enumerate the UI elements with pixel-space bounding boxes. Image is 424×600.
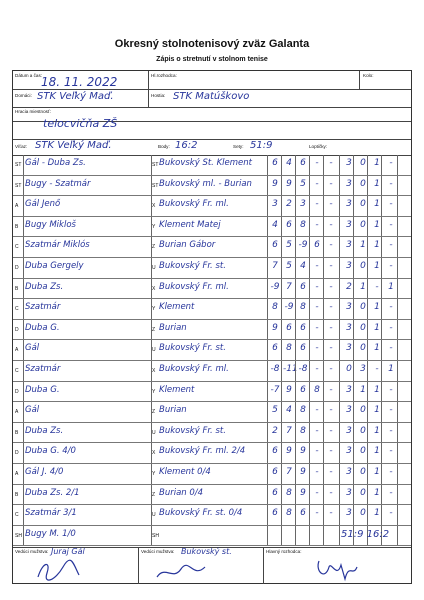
result-cell: 3 [346,158,352,168]
set-score: - [315,363,319,374]
winner-value: STK Veľký Maď. [35,140,112,151]
guest-player-name: Bukovský Fr. ml. 2/4 [159,446,246,457]
match-row [13,485,411,506]
guest-player-slot: X [152,203,156,210]
set-score: - [329,302,333,313]
result-cell: 0 [360,343,366,354]
result-cell: - [389,240,393,251]
set-score: - [329,199,333,210]
result-cell: - [389,446,393,457]
set-score: - [329,363,333,374]
home-player-slot: ST [15,182,22,189]
set-score: 6 [272,508,278,519]
match-row [13,340,411,361]
result-cell: 3 [346,508,352,519]
guest-player-name: Klement Matej [159,219,221,230]
result-cell: 0 [360,405,366,416]
result-cell: 3 [346,302,352,313]
set-score: 9 [286,446,292,457]
result-cell: 1 [374,178,380,189]
match-row [13,402,411,423]
sets-label: Sety: [233,144,244,149]
points-label: Body: [158,144,170,149]
document-title: Okresný stolnotenisový zväz Galanta [114,38,310,50]
result-cell: 0 [360,260,366,271]
result-cell: 3 [346,384,352,395]
set-score: 6 [286,219,292,230]
set-score: 9 [286,384,292,395]
set-score: 7 [286,466,292,477]
home-player-name: Duba Zs. 2/1 [25,487,80,498]
set-score: 6 [314,240,320,251]
match-record-form [12,70,412,584]
result-cell: 0 [360,322,366,333]
set-score: - [315,219,319,230]
guest-player-name: Klement 0/4 [159,466,211,477]
set-score: 9 [300,487,306,498]
result-cell: - [389,425,393,436]
guest-player-slot: Z [152,491,156,498]
result-cell: 0 [346,363,352,374]
home-player-slot: D [15,450,19,457]
match-row [13,382,411,403]
match-row [13,176,411,197]
home-team-value: STK Veľký Maď. [37,91,114,102]
set-score: - [315,302,319,313]
set-score: 9 [272,322,278,333]
guest-captain-value: Bukovský st. [181,547,232,556]
guest-player-name: Burian 0/4 [159,487,204,498]
set-score: - [315,487,319,498]
set-score: 6 [300,384,306,395]
set-score: 6 [272,343,278,354]
result-cell: - [389,219,393,230]
set-score: 8 [314,384,320,395]
result-cell: 0 [360,219,366,230]
home-player-slot: B [15,285,19,292]
home-signature [33,559,93,583]
match-row [13,196,411,217]
result-cell: 3 [346,343,352,354]
set-score: - [329,260,333,271]
result-cell: 1 [374,199,380,210]
guest-player-name: Bukovský St. Klement [159,158,252,168]
home-player-name: Bugy - Szatmár [25,178,91,189]
guest-player-slot: Y [152,470,156,477]
guest-player-slot: Y [152,388,156,395]
guest-player-name: Bukovský Fr. ml. [159,281,229,292]
set-score: - [329,178,333,189]
result-cell: 0 [360,178,366,189]
guest-player-name: Bukovský Fr. ml. [159,363,229,374]
result-cell: 0 [360,487,366,498]
match-row [13,423,411,444]
home-player-name: Gál - Duba Zs. [25,158,86,168]
set-score: 4 [286,405,292,416]
result-cell: - [389,199,393,210]
home-player-name: Gál [25,405,40,416]
home-player-name: Gál [25,343,40,354]
guest-player-slot: Z [152,244,156,251]
home-player-slot: D [15,326,19,333]
result-cell: - [389,260,393,271]
set-score: - [315,508,319,519]
set-score: 6 [272,240,278,251]
guest-player-name: Bukovský Fr. ml. [159,199,229,210]
match-row [13,299,411,320]
result-cell: 0 [360,446,366,457]
guest-player-slot: U [152,429,156,436]
set-score: 4 [272,219,278,230]
home-player-slot: A [15,347,19,354]
set-score: - [315,322,319,333]
points-value: 16:2 [175,140,198,151]
match-row [13,258,411,279]
set-score: 9 [300,446,306,457]
result-cell: 1 [374,240,380,251]
guest-player-name: Bukovský Fr. st. [159,260,226,271]
set-score: 4 [286,158,292,168]
home-player-slot: A [15,203,19,210]
guest-team-value: STK Matúškovo [173,91,250,102]
result-cell: - [389,322,393,333]
guest-signature [153,561,213,583]
result-cell: 3 [346,260,352,271]
result-cell: 3 [346,240,352,251]
set-score: - [329,281,333,292]
sets-value: 51:9 [250,140,273,151]
set-score: 8 [286,487,292,498]
set-score: 7 [272,260,278,271]
result-cell: 1 [374,425,380,436]
home-player-name: Szatmár Miklós [25,240,90,251]
referee-footer-label: Hlavný rozhodca: [266,549,302,554]
result-cell: - [375,281,379,292]
result-cell: 1 [360,384,366,395]
date-value: 18. 11. 2022 [41,75,118,89]
home-player-name: Duba Gergely [25,260,84,271]
set-score: 6 [300,343,306,354]
result-cell: 0 [360,425,366,436]
result-cell: 1 [388,363,394,374]
guest-player-name: Burian Gábor [159,240,216,251]
set-score: 6 [300,322,306,333]
set-score: 8 [300,425,306,436]
set-score: 6 [286,322,292,333]
set-score: - [329,487,333,498]
set-score: 6 [300,281,306,292]
match-row [13,279,411,300]
set-score: - [329,219,333,230]
set-score: - [315,178,319,189]
home-player-slot: C [15,367,19,374]
set-score: 7 [286,425,292,436]
home-player-name: Gál J. 4/0 [25,466,64,477]
result-cell: 0 [360,158,366,168]
set-score: 8 [286,343,292,354]
result-cell: 3 [346,178,352,189]
home-player-name: Szatmár [25,302,61,313]
set-score: - [329,158,333,168]
balls-label: Loptičky: [309,144,328,149]
result-cell: 3 [346,405,352,416]
result-cell: 1 [374,508,380,519]
result-cell: 0 [360,466,366,477]
result-cell: 1 [374,219,380,230]
result-cell: 3 [346,446,352,457]
home-player-slot: B [15,491,19,498]
result-cell: - [389,487,393,498]
set-score: - [315,343,319,354]
set-score: 6 [272,158,278,168]
set-score: 3 [272,199,278,210]
guest-player-slot: X [152,450,156,457]
home-player-slot: ST [15,162,22,168]
home-player-name: Gál Jenő [25,199,61,210]
match-row [13,464,411,485]
match-row [13,217,411,238]
guest-captain-label: Vedúci mužstva: [141,549,175,554]
set-score: -8 [298,363,308,374]
result-cell: 1 [374,384,380,395]
result-cell: - [389,384,393,395]
guest-player-name: Bukovský ml. - Burian [159,178,252,189]
home-player-slot: C [15,244,19,251]
result-cell: 1 [374,405,380,416]
result-cell: 1 [360,240,366,251]
set-score: 6 [272,446,278,457]
result-cell: 1 [374,158,380,168]
home-label: Domáci: [15,93,32,98]
set-score: 5 [272,405,278,416]
result-cell: - [389,158,393,168]
result-cell: 3 [346,466,352,477]
set-score: - [329,240,333,251]
home-player-slot: D [15,388,19,395]
guest-player-slot: ST [152,182,159,189]
home-player-name: Szatmár [25,363,61,374]
home-player-name: Szatmár 3/1 [25,508,77,519]
set-score: - [315,199,319,210]
set-score: -9 [270,281,280,292]
guest-player-slot: U [152,512,156,519]
set-score: 9 [272,178,278,189]
set-score: - [329,322,333,333]
guest-player-slot: ST [152,162,159,168]
result-cell: 2 [346,281,352,292]
home-player-name: Duba G. [25,384,60,395]
result-cell: 3 [346,425,352,436]
set-score: - [315,425,319,436]
document-subtitle: Zápis o stretnutí v stolnom tenise [156,56,268,63]
home-player-slot: A [15,470,19,477]
result-cell: 1 [388,281,394,292]
set-score: -9 [284,302,294,313]
result-cell: 1 [374,343,380,354]
home-player-name: Bugy M. 1/0 [25,528,76,539]
home-player-slot: SH [15,532,22,539]
set-score: - [329,425,333,436]
guest-player-name: Burian [159,322,187,333]
guest-player-slot: X [152,285,156,292]
set-score: 8 [300,302,306,313]
match-row [13,505,411,526]
guest-player-slot: U [152,347,156,354]
result-cell: 0 [360,199,366,210]
set-score: - [329,508,333,519]
result-cell: 1 [374,322,380,333]
guest-player-slot: U [152,264,156,271]
result-cell: 1 [374,260,380,271]
result-cell: - [389,508,393,519]
home-player-name: Duba G. [25,322,60,333]
result-cell: - [389,343,393,354]
set-score: - [329,405,333,416]
round-label: Kolo: [363,73,374,78]
result-cell: - [389,466,393,477]
home-player-slot: A [15,409,19,416]
result-cell: - [389,302,393,313]
set-score: 6 [300,508,306,519]
home-player-slot: D [15,264,19,271]
set-score: - [329,343,333,354]
home-player-name: Duba Zs. [25,425,64,436]
guest-player-name: Bukovský Fr. st. [159,343,226,354]
final-score: 51:9 16:2 [341,529,390,540]
guest-player-slot: Y [152,223,156,230]
set-score: 3 [300,199,306,210]
guest-player-name: Klement [159,384,195,395]
set-score: - [329,446,333,457]
set-score: 5 [300,178,306,189]
set-score: - [315,446,319,457]
match-row [13,320,411,341]
guest-player-name: Burian [159,405,187,416]
guest-player-name: Bukovský Fr. st. [159,425,226,436]
guest-player-slot: SH [152,532,159,539]
result-cell: 1 [374,487,380,498]
guest-player-name: Bukovský Fr. st. 0/4 [159,508,243,519]
result-cell: 3 [346,219,352,230]
set-score: - [315,405,319,416]
match-row [13,361,411,382]
match-row [13,155,411,176]
set-score: 6 [300,158,306,168]
result-cell: 0 [360,302,366,313]
result-cell: 1 [374,466,380,477]
match-table [13,155,411,546]
set-score: 8 [286,508,292,519]
set-score: 8 [272,302,278,313]
set-score: 9 [300,466,306,477]
set-score: 7 [286,281,292,292]
guest-player-name: Klement [159,302,195,313]
set-score: 2 [272,425,278,436]
result-cell: - [375,363,379,374]
home-player-name: Bugy Mikloš [25,219,76,230]
set-score: -8 [270,363,280,374]
set-score: 5 [286,240,292,251]
match-row [13,237,411,258]
home-player-name: Duba Zs. [25,281,64,292]
set-score: - [329,466,333,477]
guest-player-slot: Y [152,306,156,313]
guest-label: Hostia: [151,93,166,98]
result-cell: - [389,178,393,189]
home-player-slot: B [15,429,19,436]
home-player-slot: C [15,512,19,519]
referee-signature [313,557,363,583]
guest-player-slot: Z [152,409,156,416]
guest-player-slot: X [152,367,156,374]
result-cell: - [389,405,393,416]
result-cell: 3 [346,199,352,210]
venue-value: telocvičňa ZŠ [43,117,118,130]
set-score: -7 [270,384,280,395]
referee-label: Hl.rozhodca: [151,73,177,78]
set-score: 6 [272,487,278,498]
venue-label: Hracia miestnosť: [15,109,51,114]
set-score: 6 [272,466,278,477]
guest-player-slot: Z [152,326,156,333]
result-cell: 3 [346,487,352,498]
set-score: -9 [298,240,308,251]
set-score: 8 [300,219,306,230]
set-score: - [315,260,319,271]
home-captain-label: Vedúci mužstva: [15,549,49,554]
result-cell: 1 [360,281,366,292]
result-cell: 1 [374,302,380,313]
set-score: 8 [300,405,306,416]
result-cell: 3 [360,363,366,374]
home-player-slot: C [15,306,19,313]
winner-label: Víťaz: [15,144,28,149]
date-label: Dátum a čas: [15,73,43,78]
home-player-slot: B [15,223,19,230]
set-score: - [329,384,333,395]
result-cell: 1 [374,446,380,457]
result-cell: 0 [360,508,366,519]
set-score: - [315,281,319,292]
set-score: 4 [300,260,306,271]
result-cell: 3 [346,322,352,333]
set-score: 2 [286,199,292,210]
set-score: 9 [286,178,292,189]
set-score: -11 [283,363,298,374]
set-score: 5 [286,260,292,271]
home-player-name: Duba G. 4/0 [25,446,76,457]
match-row [13,443,411,464]
home-captain-value: Juraj Gál [51,547,85,556]
set-score: - [315,158,319,168]
set-score: - [315,466,319,477]
